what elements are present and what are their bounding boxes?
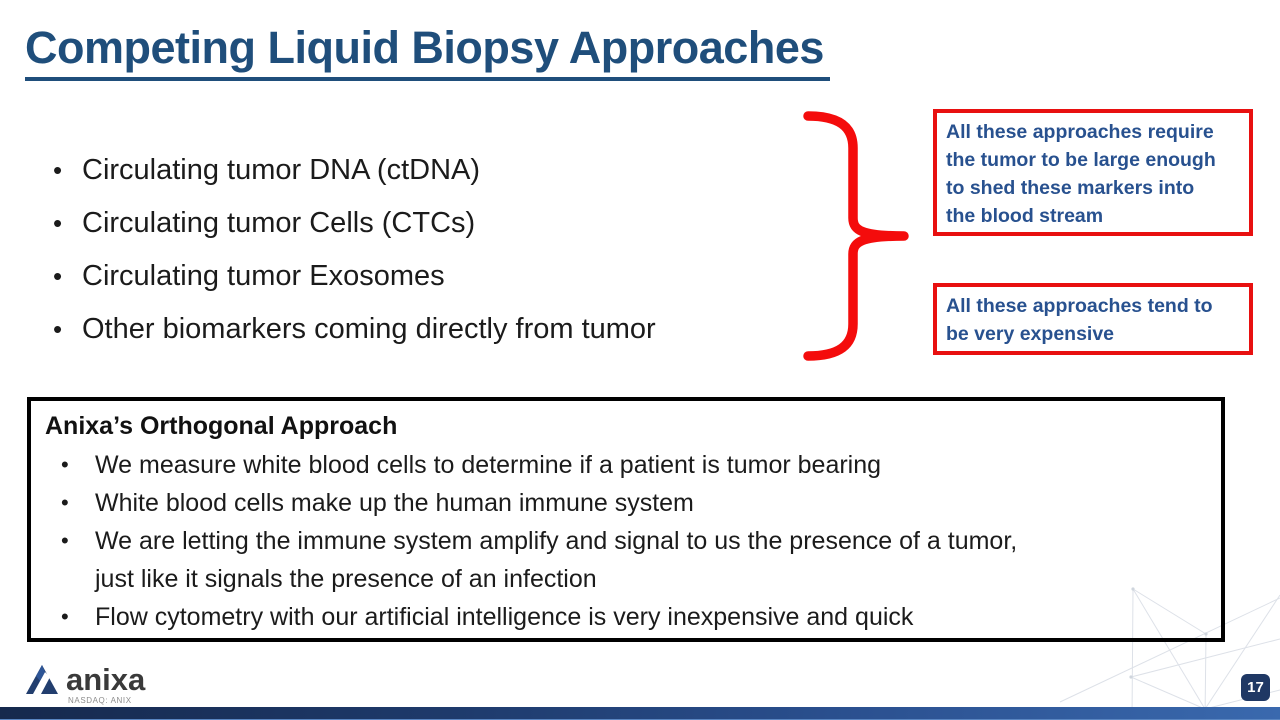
list-item: • Other biomarkers coming directly from tumor [40,303,656,356]
slide-title: Competing Liquid Biopsy Approaches [25,22,830,81]
list-item: • We are letting the immune system amplify and signal to us the presence of a tumor, [45,522,1211,560]
anixa-triangle-icon [24,664,60,695]
page-number-badge: 17 [1241,674,1270,701]
anixa-logo [24,664,145,705]
anixa-box-title: Anixa’s Orthogonal Approach [45,412,398,440]
callout-expensive [933,283,1253,355]
logo-ticker: NASDAQ: ANIX [68,696,132,705]
anixa-approach-box [27,397,1225,642]
list-item: • Circulating tumor Cells (CTCs) [40,197,656,250]
callout-line: be very expensive [946,323,1115,345]
callout-line: the tumor to be large enough [946,149,1216,171]
list-item-continuation: just like it signals the presence of an infection [95,565,597,593]
list-item: • White blood cells make up the human immune system [45,484,1211,522]
callout-tumor-size [933,109,1253,236]
callout-line: All these approaches require [946,121,1214,143]
callout-line: to shed these markers into [946,177,1195,199]
bottom-accent-bar [0,707,1280,720]
list-item: • Circulating tumor DNA (ctDNA) [40,144,656,197]
list-item: • Flow cytometry with our artificial intelligence is very inexpensive and quick [45,598,1211,636]
logo-wordmark: anixa [66,662,146,697]
list-item: • We measure white blood cells to determine if a patient is tumor bearing [45,446,1211,484]
callout-line: the blood stream [946,205,1104,227]
callout-line: All these approaches tend to [946,295,1213,317]
curly-brace-icon [798,102,913,367]
competing-approaches-list [40,144,656,356]
list-item: • Circulating tumor Exosomes [40,250,656,303]
